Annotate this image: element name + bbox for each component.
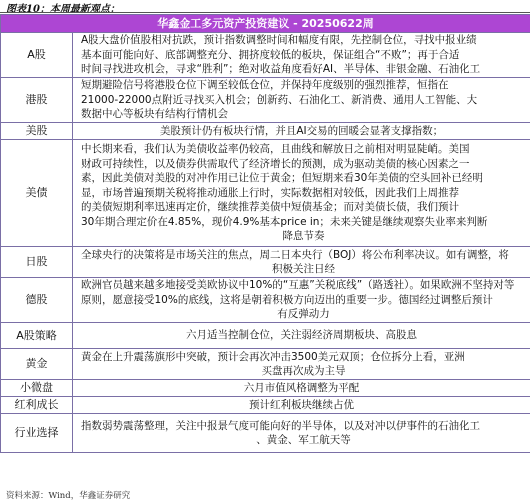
row-label: 美债 [1,140,73,247]
figure-title: 图表10：本周最新观点： [6,0,120,12]
row-label: 小微盘 [1,380,73,397]
row-text [73,247,530,278]
text-line: 买盘再次成为主导 [81,364,526,379]
row-label: 行业选择 [1,414,73,453]
text-line: 30年期合理定价在4.85%，现价4.9%基本price in；未来关键是继续观察失业率来判断 [81,215,526,230]
source-note: 资料来源：Wind，华鑫证券研究 [6,489,130,501]
title-divider [0,12,530,13]
views-table-container [0,14,530,488]
text-line: A股大盘价值股相对抗跌，预计指数调整时间和幅度有限，先控制仓位，寻找中报业绩 [81,33,526,48]
row-text [73,123,530,140]
views-table [0,14,530,453]
row-text [73,140,530,247]
row-label: 德股 [1,278,73,323]
row-text [73,380,530,397]
row-us-stocks [1,123,530,140]
text-line: 有反弹动力 [81,307,526,322]
text-line: 积极关注日经 [81,262,526,277]
row-text [73,33,530,78]
text-line: 基本面可能向好、底部调整充分、拥挤度较低的板块，保证组合“不败”；再于合适 [81,48,526,63]
row-text [73,78,530,123]
row-label: 美股 [1,123,73,140]
row-a-share-strategy [1,323,530,349]
text-line: 六月市值风格调整为平配 [244,382,360,394]
row-sector-selection [1,414,530,453]
row-label: A股 [1,33,73,78]
text-line: 欧洲官员越来越多地接受美欧协议中10%的“互惠”关税底线”（路透社）。如果欧洲不坚持对等 [81,278,526,293]
text-line: 指数弱势震荡整理，关注中报景气度可能向好的半导体，以及对冲以伊事件的石油化工 [81,419,526,434]
row-label: 黄金 [1,349,73,380]
row-small-micro-cap [1,380,530,397]
text-line: 全球央行的决策将是市场关注的焦点，周二日本央行（BOJ）将公布利率决议。如有调整，将 [81,248,526,263]
text-line: 显，市场普遍预期关税将推动通胀上行时，实际数据相对较低，因此我们上周推荐 [81,186,526,201]
row-label: A股策略 [1,323,73,349]
text-line: 短期避险信号将港股仓位下调至较低仓位，并保持年度级别的强烈推荐，恒指在 [81,78,526,93]
row-japan-stocks [1,247,530,278]
table-header: 华鑫金工多元资产投资建议 - 20250622周 [1,15,530,33]
row-hk-shares [1,78,530,123]
table-header-row [1,15,530,33]
text-line: 财政可持续性，以及债券供需取代了经济增长的预测，成为驱动美债的核心因素之一 [81,157,526,172]
text-line: 黄金在上升震荡旗形中突破，预计会再次冲击3500美元双顶；仓位拆分上看，亚洲 [81,350,526,365]
row-text [73,414,530,453]
text-line: 中长期来看，我们认为美债收益率仍较高，且曲线和解放日之前相对明显陡峭。美国 [81,142,526,157]
row-dividend-growth [1,397,530,414]
row-text [73,278,530,323]
row-label: 日股 [1,247,73,278]
text-line: 原则，愿意接受10%的底线，这将是朝着积极方向迈出的重要一步。德国经过调整后预计 [81,293,526,308]
row-label: 港股 [1,78,73,123]
row-german-stocks [1,278,530,323]
row-text [73,349,530,380]
text-line: 六月适当控制仓位，关注弱经济周期板块、高股息 [186,329,417,341]
text-line: 时间寻找进攻机会，寻求“胜利”；绝对收益角度看好AI、半导体、非银金融、石油化工 [81,62,526,77]
text-line: 21000-22000点附近寻找买入机会；创新药、石油化工、新消费、通用人工智能、大 [81,93,526,108]
text-line: 降息节奏 [81,229,526,244]
text-line: 数据中心等板块有结构行情机会 [81,107,526,122]
row-a-shares [1,33,530,78]
text-line: 预计红利板块继续占优 [249,399,354,411]
row-label: 红利成长 [1,397,73,414]
row-text [73,323,530,349]
text-line: 的美债短期利率迅速再定价，继续推荐美债中短债基金；而对美债长债，我们预计 [81,200,526,215]
row-text [73,397,530,414]
row-gold [1,349,530,380]
row-us-treasuries [1,140,530,247]
text-line: 素，因此美债对美股的对冲作用已让位于黄金；但短期来看30年美债的空头回补已经明 [81,171,526,186]
text-line: 、黄金、军工航天等 [81,433,526,448]
text-line: 美股预计仍有板块行情，并且AI交易的回暖会显著支撑指数； [160,125,443,137]
